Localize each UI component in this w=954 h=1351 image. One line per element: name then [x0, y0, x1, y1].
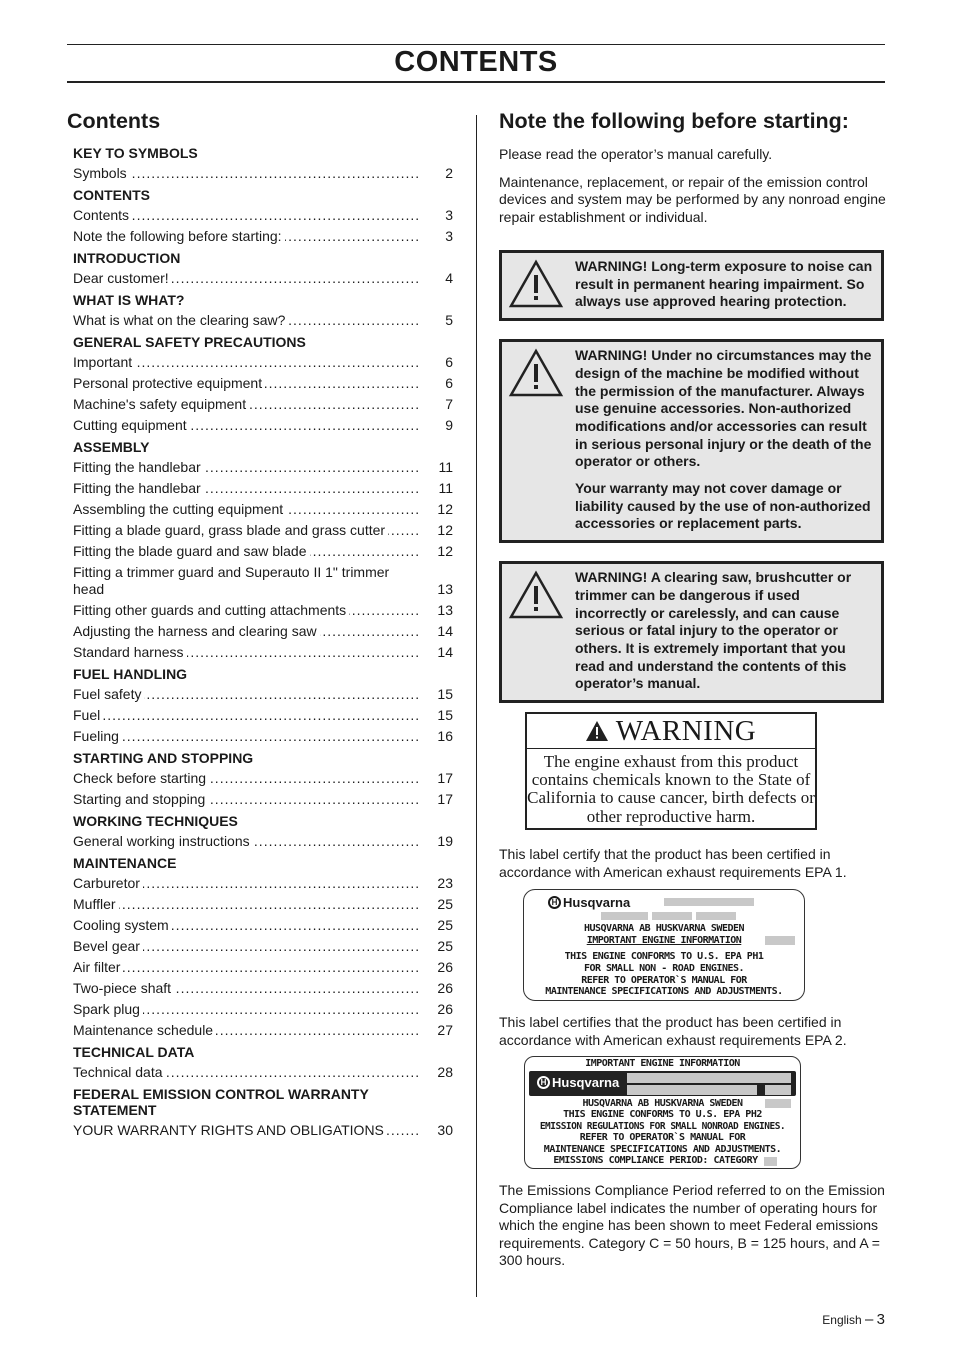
toc-entry-page: 23	[437, 874, 453, 891]
notes-column	[499, 106, 889, 703]
prop65-text: The engine exhaust from this product contains chemicals known to the State of California to cause cancer, birth defects or other reproductive harm.	[527, 752, 815, 826]
toc-entry-label: Fitting the handlebar	[73, 459, 204, 475]
toc-entry[interactable]	[73, 600, 453, 621]
toc-section-heading: MAINTENANCE	[73, 854, 177, 871]
toc-entry[interactable]	[73, 1120, 453, 1141]
toc-section-heading: GENERAL SAFETY PRECAUTIONS	[73, 334, 306, 350]
warning-modification-text: WARNING! Under no circumstances may the design of the machine be modified without the permission of the manufacturer. Always use genuine accessories. Non-authorized modifications and/or accessories can result in serious personal injury or the death of the operator or others.	[575, 347, 872, 470]
toc-section-heading: WHAT IS WHAT?	[73, 292, 185, 308]
toc-entry[interactable]	[73, 310, 453, 331]
toc-entry-page: 5	[445, 312, 453, 328]
toc-entry-label: Fitting the blade guard and saw blade	[73, 543, 310, 559]
husqvarna-crown-icon: H	[537, 1076, 550, 1089]
label-field	[627, 1085, 757, 1095]
header-bottom-rule	[67, 81, 885, 83]
warning-box-danger	[499, 561, 884, 703]
toc-entry[interactable]	[73, 268, 453, 289]
toc-entry-label: Dear customer!	[73, 270, 172, 286]
toc-entry-page: 7	[445, 396, 453, 412]
toc-entry-label: Carburetor	[73, 875, 143, 891]
toc-section-heading: FUEL HANDLING	[73, 665, 188, 682]
toc-entry-label: Starting and stopping	[73, 791, 208, 807]
prop65-warning-label	[525, 712, 817, 830]
toc-entry-label: Symbols	[73, 165, 130, 181]
toc-entry[interactable]	[73, 415, 453, 436]
toc-entry[interactable]	[73, 499, 453, 520]
toc-entry-page: 15	[437, 706, 453, 723]
toc-entry-page: 30	[437, 1121, 453, 1138]
toc-entry-page: 6	[445, 375, 453, 391]
toc-entry-label: Fuel safety	[73, 686, 144, 702]
header-top-rule	[67, 44, 885, 45]
toc-entry-page: 27	[437, 1021, 453, 1038]
epa2-label	[524, 1056, 801, 1169]
prop65-title: WARNING	[615, 714, 757, 747]
toc-section-heading: ASSEMBLY	[73, 439, 150, 455]
warning-triangle-icon	[508, 348, 564, 398]
toc-entry-page: 26	[437, 979, 453, 996]
toc-entry-page: 13	[437, 580, 453, 597]
epa2-line4: REFER TO OPERATOR`S MANUAL FOR	[579, 1132, 746, 1143]
epa2-caption: This label certifies that the product has been certified in accordance with American exhaust requirements EPA 2.	[499, 1014, 847, 1048]
toc-entry[interactable]	[73, 562, 453, 600]
toc-entry-page: 16	[437, 727, 453, 744]
toc-entry-page: 3	[445, 207, 453, 223]
toc-entry[interactable]	[73, 894, 453, 915]
toc-section-heading: STARTING AND STOPPING	[73, 749, 254, 766]
epa1-label	[523, 889, 805, 1001]
toc-entry-label: Fitting the handlebar	[73, 480, 204, 496]
toc-entry-page: 14	[437, 622, 453, 639]
epa1-line6: MAINTENANCE SPECIFICATIONS AND ADJUSTMENTS.	[545, 986, 783, 997]
epa2-line0: IMPORTANT ENGINE INFORMATION	[585, 1058, 740, 1069]
label-field	[652, 912, 692, 920]
label-field	[627, 1073, 791, 1083]
toc-entry[interactable]	[73, 726, 453, 747]
toc-entry-label: Important	[73, 354, 135, 370]
label-field	[765, 1085, 791, 1095]
toc-entry[interactable]	[73, 457, 453, 478]
toc-entry-label: Standard harness	[73, 644, 187, 660]
read-manual-text: Please read the operator’s manual carefully.	[499, 146, 773, 162]
toc-entry-page: 3	[445, 228, 453, 244]
toc-entry-label: Contents	[73, 207, 132, 223]
toc-entry[interactable]	[73, 1062, 453, 1083]
toc-entry-label: Note the following before starting:	[73, 228, 285, 244]
toc-entry-page: 19	[437, 832, 453, 849]
toc-section-heading: TECHNICAL DATA	[73, 1043, 195, 1060]
contents-heading: Contents	[67, 109, 161, 133]
husqvarna-logo: H Husqvarna	[548, 895, 630, 910]
epa2-line2: THIS ENGINE CONFORMS TO U.S. EPA PH2	[563, 1109, 762, 1120]
toc-entry[interactable]	[73, 478, 453, 499]
toc-entry-label: Air filter	[73, 959, 123, 975]
toc-entry-label: Bevel gear	[73, 938, 143, 954]
toc-entry[interactable]	[73, 831, 453, 852]
toc-entry-page: 2	[445, 165, 453, 181]
epa2-line5: MAINTENANCE SPECIFICATIONS AND ADJUSTMENTS.	[543, 1144, 782, 1155]
toc-entry-page: 25	[437, 916, 453, 933]
page-title: CONTENTS	[394, 46, 558, 78]
maintenance-text: Maintenance, replacement, or repair of the emission control devices and system may be performed by any nonroad engine repair establishment or individual.	[499, 173, 886, 225]
toc-entry-label: Maintenance schedule	[73, 1022, 216, 1038]
toc-section-heading: FEDERAL EMISSION CONTROL WARRANTY STATEMENT	[73, 1085, 369, 1118]
toc-entry[interactable]	[73, 957, 453, 978]
toc-section-heading: CONTENTS	[73, 187, 150, 203]
warning-triangle-icon	[508, 259, 564, 309]
husqvarna-crown-icon: H	[548, 896, 561, 909]
toc-entry[interactable]	[73, 621, 453, 642]
toc-entry-page: 28	[437, 1063, 453, 1080]
toc-entry[interactable]	[73, 541, 453, 562]
toc-entry-label: Fitting a trimmer guard and Superauto II 1" trimmer head	[73, 564, 390, 597]
toc-entry[interactable]	[73, 373, 453, 394]
toc-entry-label: Fitting other guards and cutting attachments	[73, 602, 349, 618]
table-of-contents	[67, 142, 453, 1141]
toc-entry[interactable]	[73, 1020, 453, 1041]
toc-entry[interactable]	[73, 226, 453, 247]
toc-entry-page: 13	[437, 601, 453, 618]
toc-entry-label: YOUR WARRANTY RIGHTS AND OBLIGATIONS	[73, 1122, 387, 1138]
toc-entry[interactable]	[73, 352, 453, 373]
toc-entry-page: 12	[437, 543, 453, 559]
compliance-period-text: The Emissions Compliance Period referred to on the Emission Compliance label indicates the number of operating hours for which the engine has been shown to meet Federal emissions requirements. Category C = 50 hours, B = 125 hours, and A = 300 hours.	[499, 1182, 885, 1268]
epa2-line3: EMISSION REGULATIONS FOR SMALL NONROAD ENGINES.	[539, 1121, 786, 1132]
label-field	[664, 898, 754, 906]
warning-triangle-icon	[586, 721, 608, 741]
toc-entry-label: Fueling	[73, 728, 122, 744]
toc-entry-page: 17	[437, 790, 453, 807]
toc-entry-label: Muffler	[73, 896, 119, 912]
toc-entry-label: What is what on the clearing saw?	[73, 312, 288, 328]
toc-entry-label: Check before starting	[73, 770, 209, 786]
epa1-caption: This label certify that the product has been certified in accordance with American exhaust requirements EPA 1.	[499, 846, 847, 880]
toc-entry-label: Technical data	[73, 1064, 166, 1080]
toc-entry-label: Fuel	[73, 707, 103, 723]
toc-entry-label: Personal protective equipment	[73, 375, 265, 391]
toc-entry-label: Machine's safety equipment	[73, 396, 249, 412]
label-field	[601, 912, 648, 920]
toc-entry-page: 26	[437, 958, 453, 975]
epa1-line4: FOR SMALL NON - ROAD ENGINES.	[583, 963, 745, 974]
epa2-line6: EMISSIONS COMPLIANCE PERIOD: CATEGORY	[553, 1155, 758, 1166]
toc-entry-page: 26	[437, 1000, 453, 1017]
toc-entry-page: 11	[438, 459, 453, 475]
toc-entry[interactable]	[73, 684, 453, 705]
toc-entry[interactable]	[73, 915, 453, 936]
toc-entry[interactable]	[73, 520, 453, 541]
epa1-line2: IMPORTANT ENGINE INFORMATION	[586, 935, 742, 946]
toc-entry[interactable]	[73, 789, 453, 810]
toc-entry-label: Assembling the cutting equipment	[73, 501, 286, 517]
toc-entry-page: 11	[438, 480, 453, 496]
warning-danger-text: WARNING! A clearing saw, brushcutter or trimmer can be dangerous if used incorrectly or carelessly, and can cause serious or fatal injury to the operator or others. It is extremely important that you read and understand the contents of this operator’s manual.	[575, 569, 852, 692]
toc-entry[interactable]	[73, 978, 453, 999]
toc-entry-page: 15	[437, 685, 453, 702]
toc-entry[interactable]	[73, 936, 453, 957]
toc-entry-label: Cutting equipment	[73, 417, 190, 433]
epa1-line3: THIS ENGINE CONFORMS TO U.S. EPA PH1	[564, 951, 764, 962]
toc-section-heading: INTRODUCTION	[73, 250, 181, 266]
toc-entry[interactable]	[73, 705, 453, 726]
toc-entry[interactable]	[73, 394, 453, 415]
toc-section-heading: KEY TO SYMBOLS	[73, 145, 198, 161]
toc-entry-label: Spark plug	[73, 1001, 143, 1017]
husqvarna-logo: H Husqvarna	[537, 1075, 619, 1090]
warning-noise-text: WARNING! Long-term exposure to noise can result in permanent hearing impairment. So always use approved hearing protection.	[575, 258, 873, 310]
toc-entry[interactable]	[73, 999, 453, 1020]
toc-entry-page: 14	[437, 643, 453, 660]
toc-entry-page: 4	[445, 270, 453, 286]
notes-heading: Note the following before starting:	[499, 109, 849, 133]
toc-section-heading: WORKING TECHNIQUES	[73, 812, 238, 829]
warning-box-modification	[499, 339, 884, 543]
toc-entry[interactable]	[73, 205, 453, 226]
label-field	[696, 912, 736, 920]
toc-entry-page: 25	[437, 937, 453, 954]
toc-entry-label: General working instructions	[73, 833, 253, 849]
warranty-text: Your warranty may not cover damage or liability caused by the use of non-authorized accessories or replacement parts.	[575, 480, 871, 532]
toc-entry-page: 17	[437, 769, 453, 786]
toc-entry[interactable]	[73, 873, 453, 894]
toc-entry-label: Fitting a blade guard, grass blade and grass cutter	[73, 522, 388, 538]
toc-entry-page: 12	[437, 522, 453, 538]
epa2-line1: HUSQVARNA AB HUSKVARNA SWEDEN	[582, 1098, 743, 1109]
page-footer	[822, 1311, 885, 1328]
toc-entry-label: Two-piece shaft	[73, 980, 174, 996]
footer-language: English	[822, 1313, 862, 1327]
toc-entry-label: Cooling system	[73, 917, 172, 933]
toc-entry-label: Adjusting the harness and clearing saw	[73, 623, 320, 639]
epa1-line5: REFER TO OPERATOR`S MANUAL FOR	[581, 975, 747, 986]
toc-entry[interactable]	[73, 768, 453, 789]
footer-page-number: 3	[876, 1311, 885, 1328]
toc-entry-page: 25	[437, 895, 453, 912]
footer-dash: –	[864, 1311, 874, 1328]
contents-column	[67, 106, 453, 1141]
toc-entry[interactable]	[73, 642, 453, 663]
toc-entry[interactable]	[73, 163, 453, 184]
warning-box-noise	[499, 250, 884, 321]
toc-entry-page: 6	[445, 354, 453, 370]
toc-entry-page: 9	[445, 417, 453, 433]
warning-triangle-icon	[508, 570, 564, 620]
column-divider	[476, 115, 477, 1297]
toc-entry-page: 12	[437, 501, 453, 517]
epa1-line1: HUSQVARNA AB HUSKVARNA SWEDEN	[583, 923, 745, 934]
